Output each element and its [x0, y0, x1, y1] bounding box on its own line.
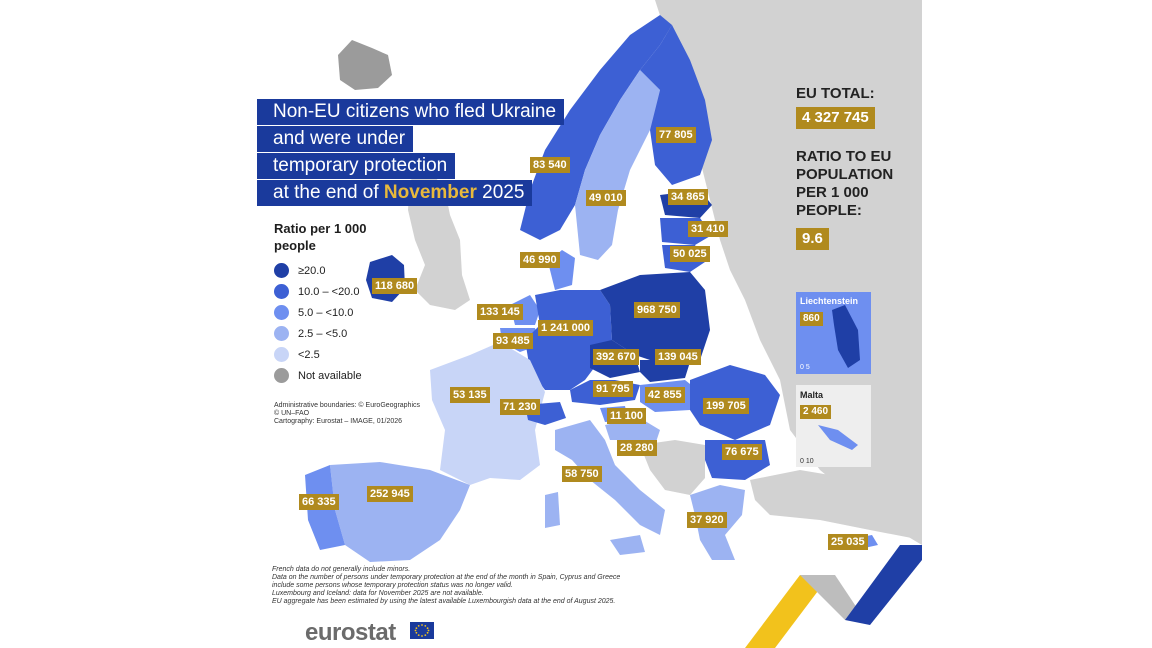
- label-slovenia: 11 100: [607, 408, 646, 424]
- label-italy: 58 750: [562, 466, 602, 482]
- legend-item: [274, 305, 353, 320]
- ribbon-blue: [845, 545, 922, 625]
- label-portugal: 66 335: [299, 494, 339, 510]
- liechtenstein-title: Liechtenstein: [800, 296, 859, 306]
- ratio-heading-4: PEOPLE:: [796, 202, 862, 219]
- label-switzerland: 71 230: [500, 399, 540, 415]
- credits-line-1: Administrative boundaries: © EuroGeographics: [274, 402, 421, 409]
- legend-title: Ratio per 1 000 people: [274, 221, 367, 253]
- title-line-4-suffix: 2025: [476, 182, 525, 203]
- malta-scale: 0 10: [800, 458, 814, 465]
- label-germany: 1 241 000: [538, 320, 593, 336]
- ratio-heading-3: PER 1 000: [796, 184, 869, 201]
- legend-item: [274, 368, 362, 383]
- label-netherlands: 133 145: [477, 304, 523, 320]
- legend-swatch: [274, 368, 289, 383]
- spain-shape: [330, 462, 470, 562]
- liechtenstein-scale: 0 5: [800, 364, 810, 371]
- legend-label: <2.5: [298, 348, 320, 361]
- note-line-4: Luxembourg and Iceland: data for November 2025 are not available.: [272, 590, 484, 597]
- label-austria: 91 795: [593, 381, 633, 397]
- label-poland: 968 750: [634, 302, 680, 318]
- eu-total-value: 4 327 745: [796, 107, 875, 129]
- germany-shape: [525, 290, 612, 390]
- sicily-shape: [610, 535, 645, 555]
- label-romania: 199 705: [703, 398, 749, 414]
- title-line-4-prefix: at the end of: [273, 182, 384, 203]
- legend-label: 5.0 – <10.0: [298, 306, 354, 319]
- label-croatia: 28 280: [617, 440, 657, 456]
- liechtenstein-value: 860: [800, 312, 823, 326]
- note-line-5: EU aggregate has been estimated by using the latest available Luxembourgish data at the end of August 2025.: [272, 598, 616, 605]
- legend-label: Not available: [298, 369, 362, 382]
- malta-title: Malta: [800, 390, 824, 400]
- legend-swatch: [274, 284, 289, 299]
- legend-swatch: [274, 263, 289, 278]
- legend-item: [274, 284, 359, 299]
- ratio-heading-2: POPULATION: [796, 166, 894, 183]
- label-norway: 83 540: [530, 157, 570, 173]
- label-greece: 37 920: [687, 512, 727, 528]
- malta-value: 2 460: [800, 405, 831, 419]
- title-line-4: [257, 180, 532, 206]
- legend-item: [274, 347, 320, 362]
- title-line-2: and were under: [257, 126, 413, 152]
- label-ireland: 118 680: [372, 278, 417, 294]
- credits-line-3: Cartography: Eurostat – IMAGE, 01/2026: [274, 418, 403, 425]
- label-hungary: 42 855: [645, 387, 685, 403]
- legend-swatch: [274, 305, 289, 320]
- credits-line-2: © UN–FAO: [274, 410, 310, 417]
- note-line-2: Data on the number of persons under temporary protection at the end of the month in Spain, Cyprus and Greece: [272, 574, 621, 581]
- label-france: 53 135: [450, 387, 490, 403]
- label-cyprus: 25 035: [828, 534, 868, 550]
- label-spain: 252 945: [367, 486, 413, 502]
- note-line-1: French data do not generally include minors.: [272, 566, 411, 573]
- title-line-1: Non-EU citizens who fled Ukraine: [257, 99, 564, 125]
- label-czechia: 392 670: [593, 349, 639, 365]
- legend-label: 10.0 – <20.0: [298, 285, 360, 298]
- label-slovakia: 139 045: [655, 349, 701, 365]
- label-estonia: 34 865: [668, 189, 708, 205]
- sardinia-shape: [545, 492, 560, 528]
- ratio-value: 9.6: [796, 228, 829, 250]
- label-belgium: 93 485: [493, 333, 533, 349]
- eu-flag-icon: [410, 622, 434, 639]
- label-lithuania: 50 025: [670, 246, 710, 262]
- ratio-heading-1: RATIO TO EU: [796, 148, 892, 165]
- label-sweden: 49 010: [586, 190, 626, 206]
- legend-swatch: [274, 347, 289, 362]
- legend-swatch: [274, 326, 289, 341]
- iceland-shape: [338, 40, 392, 90]
- label-bulgaria: 76 675: [722, 444, 762, 460]
- title-highlight: November: [383, 182, 477, 203]
- label-latvia: 31 410: [688, 221, 728, 237]
- eurostat-logo: eurostat: [305, 619, 396, 646]
- legend-label: ≥20.0: [298, 264, 326, 277]
- eu-total-heading: EU TOTAL:: [796, 85, 875, 102]
- legend-label: 2.5 – <5.0: [298, 327, 348, 340]
- label-denmark: 46 990: [520, 252, 560, 268]
- title-line-3: temporary protection: [257, 153, 455, 179]
- legend-item: [274, 263, 325, 278]
- legend-item: [274, 326, 347, 341]
- note-line-3: include some persons whose temporary protection status was no longer valid.: [272, 582, 513, 589]
- label-finland: 77 805: [656, 127, 696, 143]
